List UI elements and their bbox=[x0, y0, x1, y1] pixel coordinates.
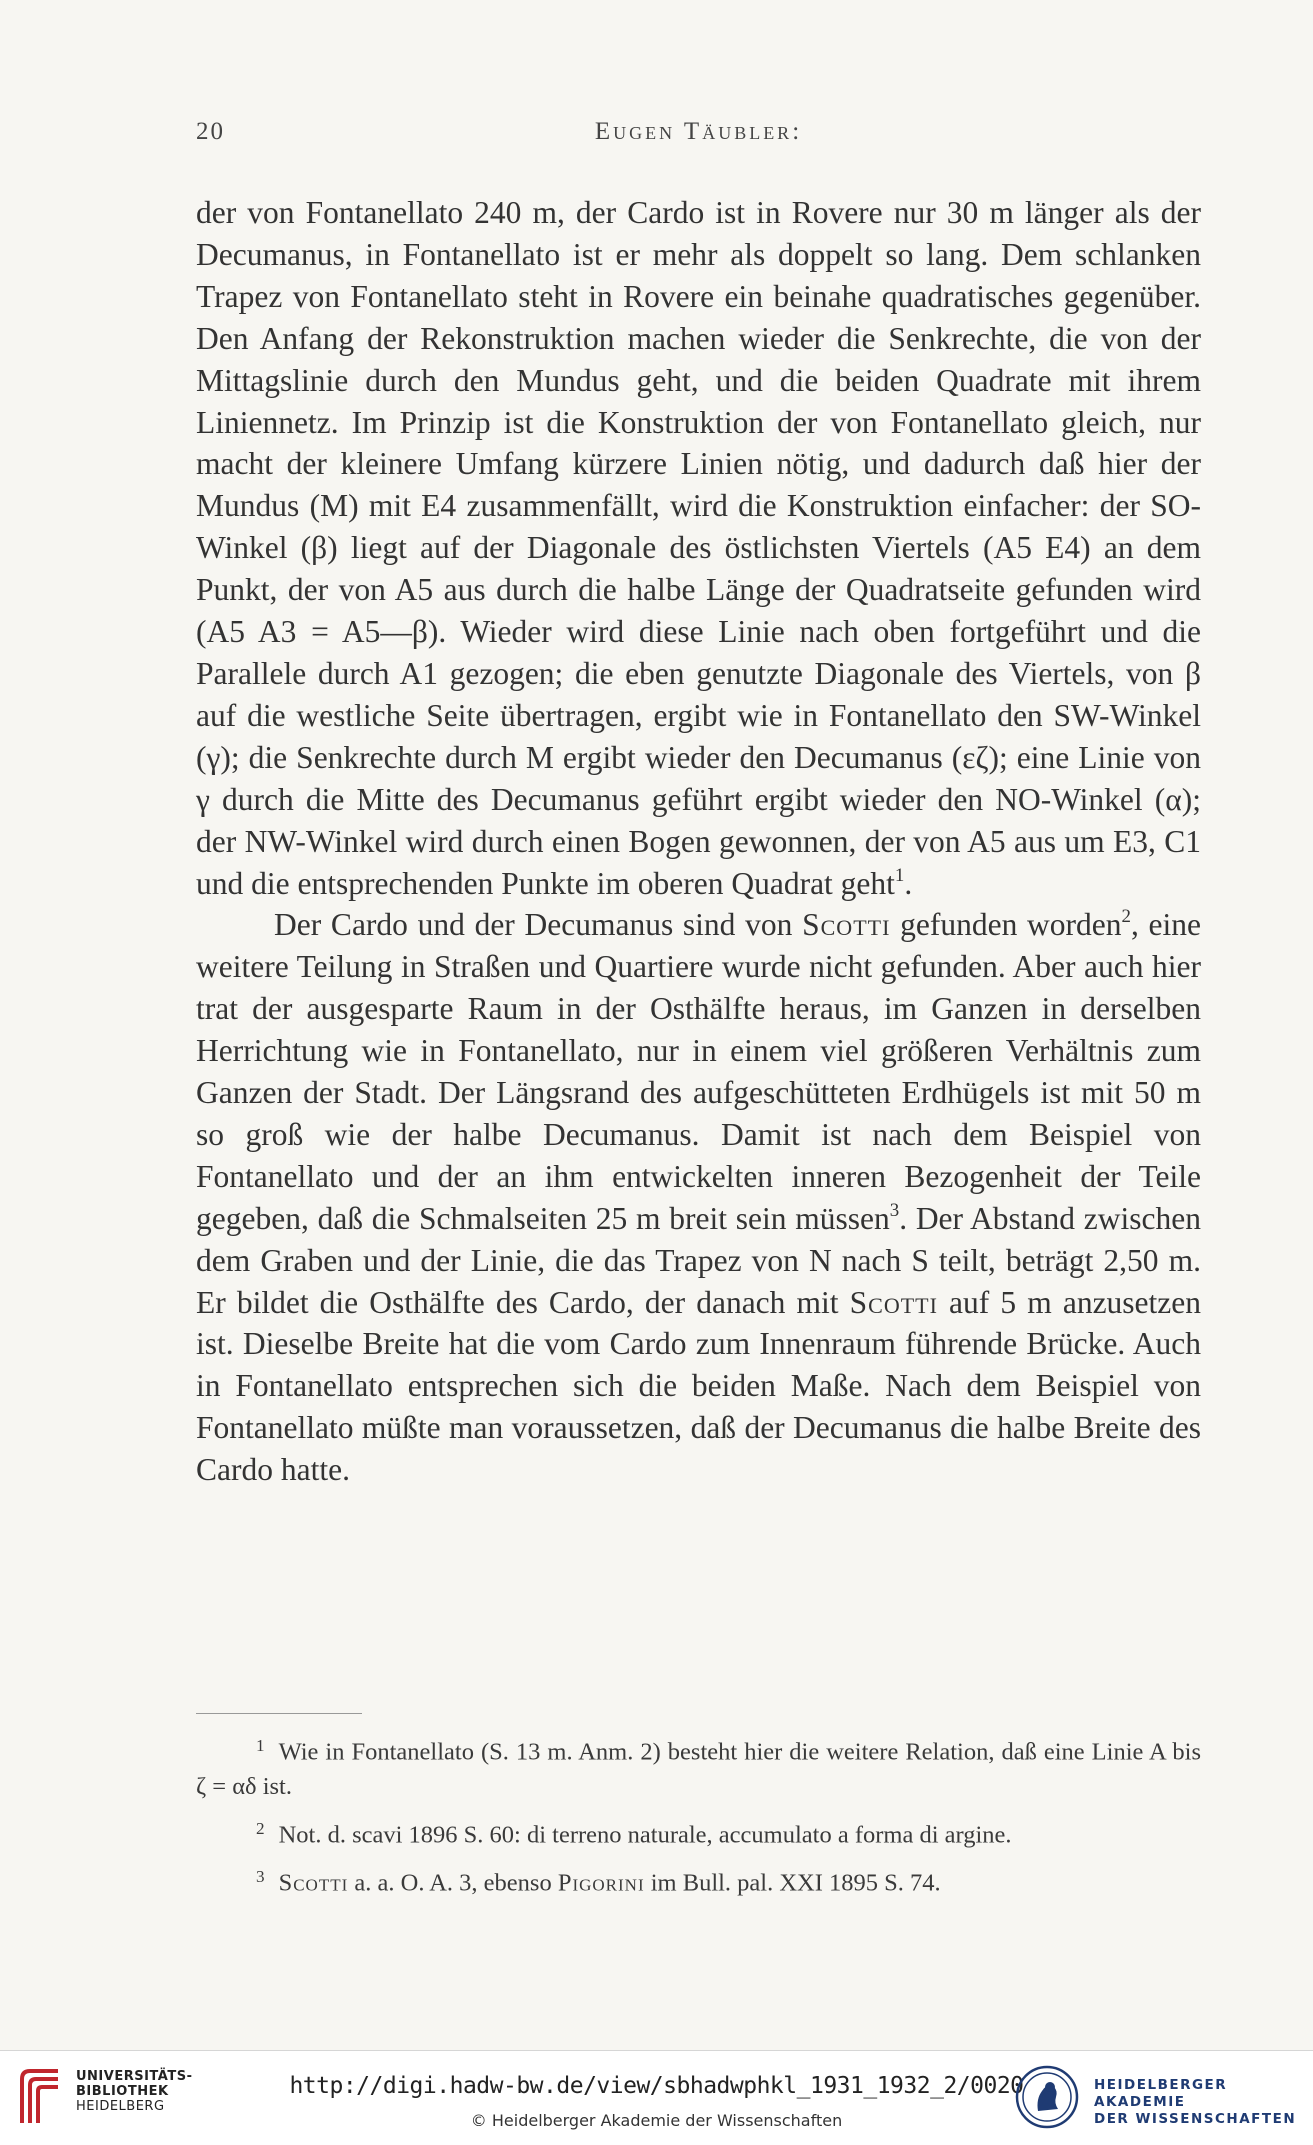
academy-line: HEIDELBERGER AKADEMIE bbox=[1094, 2077, 1228, 2110]
footnote-text: a. a. O. A. 3, ebenso bbox=[348, 1869, 558, 1897]
footnote-text: Wie in Fontanellato (S. 13 m. Anm. 2) besteht hier die weitere Relation, daß eine Linie A bis ζ = αδ ist. bbox=[196, 1738, 1201, 1800]
footnote-text: Not. d. scavi 1896 S. 60: di terreno naturale, accumulato a forma di argine. bbox=[278, 1821, 1012, 1849]
library-line: UNIVERSITÄTS- bbox=[76, 2069, 193, 2084]
text-run: gefunden worden bbox=[890, 907, 1122, 943]
footnote-ref: 2 bbox=[1121, 906, 1131, 928]
footnote-ref: 3 bbox=[889, 1199, 900, 1221]
footnote-number: 2 bbox=[256, 1818, 265, 1838]
library-line: BIBLIOTHEK bbox=[76, 2084, 169, 2099]
footnote-rule bbox=[196, 1713, 362, 1714]
body-text bbox=[196, 192, 1201, 1491]
paragraph-1 bbox=[196, 192, 1201, 904]
footnote-number: 1 bbox=[256, 1736, 265, 1755]
text-run: . bbox=[904, 865, 913, 901]
footnote-1 bbox=[196, 1729, 1201, 1804]
footnote-text: im Bull. pal. XXI 1895 S. 74. bbox=[644, 1869, 941, 1897]
author-name: Scotti bbox=[849, 1284, 938, 1320]
text-run: . Der Abstand zwischen dem Graben und der Linie, die das Trapez von N nach S teilt, beträgt 2,50 m. Er bildet die Osthälfte des Cardo, der danach mit bbox=[196, 1200, 1201, 1320]
author-name: Scotti bbox=[802, 907, 891, 943]
text-run: , eine weitere Teilung in Straßen und Quartiere wurde nicht gefunden. Aber auch hier trat der ausgesparte Raum in der Osthälfte heraus, im Ganzen in derselben Herrichtung wie in Fontanellato, nur in einem viel größeren Verhältnis zum Ganzen der Stadt. Der Längsrand des aufgeschütteten Erdhügels ist mit 50 m so groß wie der halbe Decumanus. Damit ist nach dem Beispiel von Fontanellato und der an ihm entwickelten inneren Bezogenheit der Teile gegeben, daß die Schmalseiten 25 m breit sein müssen bbox=[196, 907, 1202, 1236]
text-run: Der Cardo und der Decumanus sind von bbox=[274, 907, 803, 943]
footnote-number: 3 bbox=[256, 1867, 265, 1887]
library-line: HEIDELBERG bbox=[76, 2099, 165, 2114]
running-title: Eugen Täubler: bbox=[594, 118, 803, 145]
author-name: Pigorini bbox=[557, 1869, 645, 1897]
page-header bbox=[196, 118, 1201, 148]
academy-name bbox=[1094, 2077, 1313, 2128]
text-run: der von Fontanellato 240 m, der Cardo ist in Rovere nur 30 m länger als der Decumanus, in Fontanellato ist er mehr als doppelt so lang. Dem schlanken Trapez von Fontanellato steht in Rovere ein beinahe quadratisches gegenüber. Den Anfang der Rekonstruktion machen wieder die Senkrechte, die von der Mittagslinie durch den Mundus geht, und die beiden Quadrate mit ihrem Liniennetz. Im Prinzip ist die Konstruktion der von Fontanellato gleich, nur macht der kleinere Umfang kürzere Linien nötig, und dadurch daß hier der Mundus (M) mit E4 zusammenfällt, wird die Konstruktion einfacher: der SO-Winkel (β) liegt auf der Diagonale des östlichsten Viertels (A5 E4) an dem Punkt, der von A5 aus durch die halbe Länge der Quadratseite gefunden wird (A5 A3 = A5—β). Wieder wird diese Linie nach oben fortgeführt und die Parallele durch A1 gezogen; die eben genutzte Diagonale des Viertels, von β auf die westliche Seite übertragen, ergibt wie in Fontanellato den SW-Winkel (γ); die Senkrechte durch M ergibt wieder den Decumanus (εζ); eine Linie von γ durch die Mitte des Decumanus geführt ergibt wieder den NO-Winkel (α); der NW-Winkel wird durch einen Bogen gewonnen, der von A5 aus um E3, C1 und die entsprechenden Punkte im oberen Quadrat geht bbox=[196, 195, 1201, 901]
footnote-3 bbox=[196, 1860, 1201, 1901]
permalink-url[interactable]: http://digi.hadw-bw.de/view/sbhadwphkl_1931_1932_2/0020 bbox=[289, 2073, 1024, 2099]
paragraph-2 bbox=[196, 904, 1201, 1491]
footnote-ref: 1 bbox=[894, 864, 905, 886]
copyright-notice: © Heidelberger Akademie der Wissenschaften bbox=[470, 2111, 843, 2130]
author-name: Scotti bbox=[278, 1869, 349, 1897]
footnotes bbox=[196, 1729, 1201, 1909]
page-number: 20 bbox=[196, 118, 225, 145]
viewer-footer bbox=[0, 2050, 1313, 2145]
footnote-2 bbox=[196, 1812, 1201, 1853]
text-run: auf 5 m anzusetzen ist. Dieselbe Breite hat die vom Cardo zum Innenraum führende Brücke. Auch in Fontanellato entsprechen sich die beiden Maße. Nach dem Beispiel von Fontanellato müßte man voraussetzen, daß der Decumanus die halbe Breite des Cardo hatte. bbox=[196, 1284, 1201, 1488]
academy-seal-icon bbox=[1014, 2063, 1080, 2131]
academy-line: DER WISSENSCHAFTEN bbox=[1094, 2111, 1297, 2127]
